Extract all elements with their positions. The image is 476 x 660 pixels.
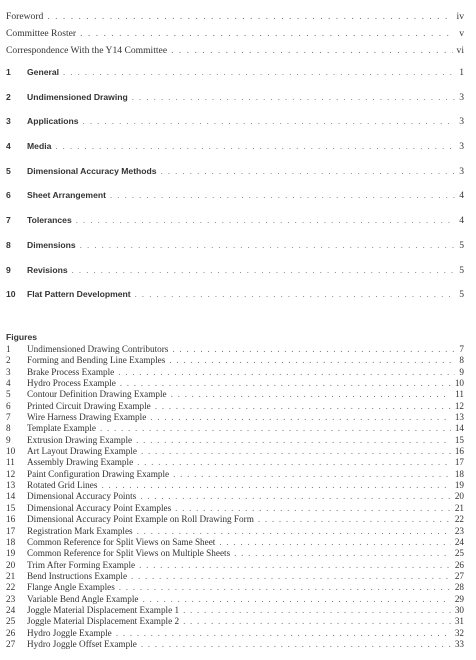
toc-figure-entry <box>6 560 464 571</box>
figures-heading: Figures <box>6 332 38 342</box>
section-number: 4 <box>6 141 11 152</box>
section-title: Undimensioned Drawing <box>27 91 128 102</box>
toc-entry <box>6 8 464 25</box>
section-title: General <box>27 67 60 77</box>
figure-number: 15 <box>6 502 16 513</box>
toc-figure-entry <box>6 344 464 355</box>
figure-page: 22 <box>454 514 464 525</box>
toc-figure-entry <box>6 491 464 502</box>
toc-entry <box>6 42 464 59</box>
entry-title: Foreword <box>6 11 44 22</box>
dot-leader <box>63 60 455 85</box>
section-page: 4 <box>459 215 464 227</box>
toc-figure-entry <box>6 412 464 423</box>
figure-page: 7 <box>459 344 464 354</box>
figure-page: 11 <box>455 389 464 400</box>
section-title: Media <box>27 141 52 152</box>
dot-leader <box>183 605 451 616</box>
dot-leader <box>83 109 456 134</box>
figure-number: 12 <box>6 468 16 479</box>
figure-number: 7 <box>6 412 11 423</box>
section-title: Dimensional Accuracy Methods <box>27 165 157 176</box>
figure-page: 14 <box>454 423 464 434</box>
figure-page: 33 <box>454 638 464 649</box>
figure-number: 6 <box>6 400 11 411</box>
figures-list <box>6 344 464 650</box>
figure-page: 29 <box>454 593 464 604</box>
toc-section-entry <box>6 258 464 283</box>
figure-number: 16 <box>6 514 16 525</box>
figure-page: 20 <box>454 491 464 502</box>
figure-title: Registration Mark Examples <box>27 525 133 536</box>
toc-figure-entry <box>6 571 464 582</box>
toc-figure-entry <box>6 526 464 537</box>
dot-leader <box>116 628 451 639</box>
section-page: 5 <box>459 264 464 276</box>
section-page: 1 <box>459 67 464 78</box>
section-number: 5 <box>6 165 11 176</box>
figure-title: Dimensional Accuracy Point Examples <box>27 502 172 513</box>
figure-page: 10 <box>454 378 464 389</box>
figure-page: 9 <box>459 366 464 377</box>
dot-leader <box>171 389 452 400</box>
section-number: 10 <box>6 289 16 300</box>
figure-title: Brake Process Example <box>27 366 115 377</box>
toc-section-entry <box>6 208 464 233</box>
figure-title: Printed Circuit Drawing Example <box>27 400 151 411</box>
dot-leader <box>141 639 451 650</box>
toc-figure-entry <box>6 628 464 639</box>
toc-section-entry <box>6 233 464 258</box>
figure-page: 32 <box>454 627 464 638</box>
figure-number: 21 <box>6 570 16 581</box>
figure-number: 5 <box>6 389 11 400</box>
dot-leader <box>132 85 455 110</box>
figure-page: 31 <box>454 616 464 627</box>
section-number: 7 <box>6 215 11 226</box>
figure-title: Paint Configuration Drawing Example <box>27 468 170 479</box>
figure-number: 13 <box>6 480 16 491</box>
dot-leader <box>141 446 451 457</box>
figure-page: 16 <box>454 446 464 457</box>
figure-number: 26 <box>6 627 16 638</box>
figure-title: Assembly Drawing Example <box>27 457 134 468</box>
figure-page: 19 <box>454 480 464 491</box>
figure-number: 18 <box>6 536 16 547</box>
figure-number: 23 <box>6 593 16 604</box>
figure-number: 1 <box>6 344 11 354</box>
toc-section-entry <box>6 109 464 134</box>
figure-title: Forming and Bending Line Examples <box>27 355 166 366</box>
figure-number: 10 <box>6 446 16 457</box>
toc-figure-entry <box>6 582 464 593</box>
figure-number: 14 <box>6 491 16 502</box>
toc-figure-entry <box>6 435 464 446</box>
section-page: 3 <box>459 91 464 103</box>
toc-figure-entry <box>6 537 464 548</box>
section-title: Flat Pattern Development <box>27 289 131 300</box>
figure-number: 3 <box>6 366 11 377</box>
figure-title: Trim After Forming Example <box>27 559 136 570</box>
dot-leader <box>172 344 455 355</box>
dot-leader <box>72 258 456 283</box>
dot-leader <box>100 423 451 434</box>
section-page: 3 <box>459 116 464 128</box>
figure-title: Wire Harness Drawing Example <box>27 412 147 423</box>
figure-page: 12 <box>454 400 464 411</box>
toc-section-entry <box>6 282 464 307</box>
figure-title: Hydro Joggle Offset Example <box>27 638 137 649</box>
toc-section-entry <box>6 60 464 85</box>
toc-figure-entry <box>6 616 464 627</box>
section-number: 1 <box>6 67 11 77</box>
dot-leader <box>101 480 450 491</box>
section-title: Tolerances <box>27 215 72 226</box>
entry-title: Correspondence With the Y14 Committee <box>6 45 168 56</box>
toc-figure-entry <box>6 639 464 650</box>
dot-leader <box>155 401 451 412</box>
figure-number: 25 <box>6 616 16 627</box>
figure-page: 26 <box>454 559 464 570</box>
toc-figure-entry <box>6 423 464 434</box>
toc-figure-entry <box>6 480 464 491</box>
figure-number: 20 <box>6 559 16 570</box>
toc-entry <box>6 25 464 42</box>
figure-page: 18 <box>454 468 464 479</box>
dot-leader <box>120 378 451 389</box>
entry-page: v <box>459 28 464 39</box>
toc-figure-entry <box>6 469 464 480</box>
section-title: Applications <box>27 116 79 127</box>
figure-title: Undimensioned Drawing Contributors <box>27 344 169 354</box>
section-page: 5 <box>459 289 464 301</box>
dot-leader <box>76 208 455 233</box>
toc-figure-entry <box>6 503 464 514</box>
figure-title: Common Reference for Split Views on Same Sheet <box>27 536 216 547</box>
section-number: 6 <box>6 190 11 201</box>
toc-figure-entry <box>6 457 464 468</box>
toc-section-entry <box>6 183 464 208</box>
figure-title: Template Example <box>27 423 96 434</box>
section-page: 4 <box>459 190 464 202</box>
dot-leader <box>219 537 450 548</box>
figure-number: 9 <box>6 434 11 445</box>
dot-leader <box>140 491 451 502</box>
figure-title: Dimensional Accuracy Points <box>27 491 137 502</box>
dot-leader <box>137 526 451 537</box>
figure-number: 8 <box>6 423 11 434</box>
figure-number: 17 <box>6 525 16 536</box>
dot-leader <box>80 25 455 42</box>
figure-page: 25 <box>454 548 464 559</box>
figure-page: 27 <box>454 570 464 581</box>
figure-number: 19 <box>6 548 16 559</box>
figure-title: Flange Angle Examples <box>27 582 115 593</box>
figure-number: 2 <box>6 355 11 366</box>
figure-title: Extrusion Drawing Example <box>27 434 133 445</box>
dot-leader <box>110 183 455 208</box>
section-number: 3 <box>6 116 11 127</box>
entry-title: Committee Roster <box>6 28 77 39</box>
figure-page: 28 <box>454 582 464 593</box>
section-number: 2 <box>6 91 11 102</box>
figure-number: 27 <box>6 638 16 649</box>
section-title: Dimensions <box>27 239 76 250</box>
dot-leader <box>118 367 455 378</box>
dot-leader <box>171 42 452 59</box>
section-number: 9 <box>6 264 11 275</box>
dot-leader <box>137 457 451 468</box>
dot-leader <box>131 571 451 582</box>
figure-title: Joggle Material Displacement Example 2 <box>27 616 180 627</box>
section-page: 3 <box>459 141 464 153</box>
figure-page: 21 <box>454 502 464 513</box>
section-title: Sheet Arrangement <box>27 190 106 201</box>
section-number: 8 <box>6 239 11 250</box>
dot-leader <box>150 412 451 423</box>
section-title: Revisions <box>27 264 68 275</box>
figure-page: 17 <box>454 457 464 468</box>
section-page: 3 <box>459 165 464 177</box>
figure-title: Common Reference for Split Views on Multiple Sheets <box>27 548 231 559</box>
dot-leader <box>234 548 451 559</box>
figure-title: Dimensional Accuracy Point Example on Roll Drawing Form <box>27 514 254 525</box>
toc-figure-entry <box>6 446 464 457</box>
figure-number: 11 <box>6 457 15 468</box>
dot-leader <box>183 616 451 627</box>
toc-figure-entry <box>6 605 464 616</box>
dot-leader <box>169 355 455 366</box>
dot-leader <box>139 560 451 571</box>
dot-leader <box>175 503 451 514</box>
figure-page: 8 <box>459 355 464 366</box>
toc-figure-entry <box>6 514 464 525</box>
toc-figure-entry <box>6 594 464 605</box>
dot-leader <box>135 282 456 307</box>
figure-title: Variable Bend Angle Example <box>27 593 139 604</box>
dot-leader <box>258 514 451 525</box>
figure-title: Bend Instructions Example <box>27 570 128 581</box>
toc-figure-entry <box>6 389 464 400</box>
dot-leader <box>55 134 455 159</box>
toc-figure-entry <box>6 378 464 389</box>
figure-number: 22 <box>6 582 16 593</box>
sections-list <box>6 60 464 307</box>
figure-page: 23 <box>454 525 464 536</box>
toc-section-entry <box>6 159 464 184</box>
dot-leader <box>47 8 452 25</box>
dot-leader <box>119 582 451 593</box>
toc-section-entry <box>6 85 464 110</box>
entry-page: iv <box>456 11 464 22</box>
figure-title: Contour Definition Drawing Example <box>27 389 167 400</box>
dot-leader <box>136 435 451 446</box>
dot-leader <box>173 469 451 480</box>
figure-title: Art Layout Drawing Example <box>27 446 137 457</box>
figure-number: 4 <box>6 378 11 389</box>
figure-page: 15 <box>454 434 464 445</box>
figure-title: Joggle Material Displacement Example 1 <box>27 604 180 615</box>
figure-title: Hydro Joggle Example <box>27 627 112 638</box>
figure-page: 30 <box>454 604 464 615</box>
figure-number: 24 <box>6 604 16 615</box>
entry-page: vi <box>456 45 464 56</box>
toc-figure-entry <box>6 367 464 378</box>
section-page: 5 <box>459 239 464 251</box>
figure-title: Rotated Grid Lines <box>27 480 98 491</box>
toc-figure-entry <box>6 548 464 559</box>
dot-leader <box>143 594 451 605</box>
toc-figure-entry <box>6 355 464 366</box>
figure-page: 13 <box>454 412 464 423</box>
toc-section-entry <box>6 134 464 159</box>
toc-figure-entry <box>6 401 464 412</box>
dot-leader <box>161 159 456 184</box>
figure-page: 24 <box>454 536 464 547</box>
front-matter-list <box>6 8 464 59</box>
dot-leader <box>80 233 455 258</box>
figure-title: Hydro Process Example <box>27 378 116 389</box>
